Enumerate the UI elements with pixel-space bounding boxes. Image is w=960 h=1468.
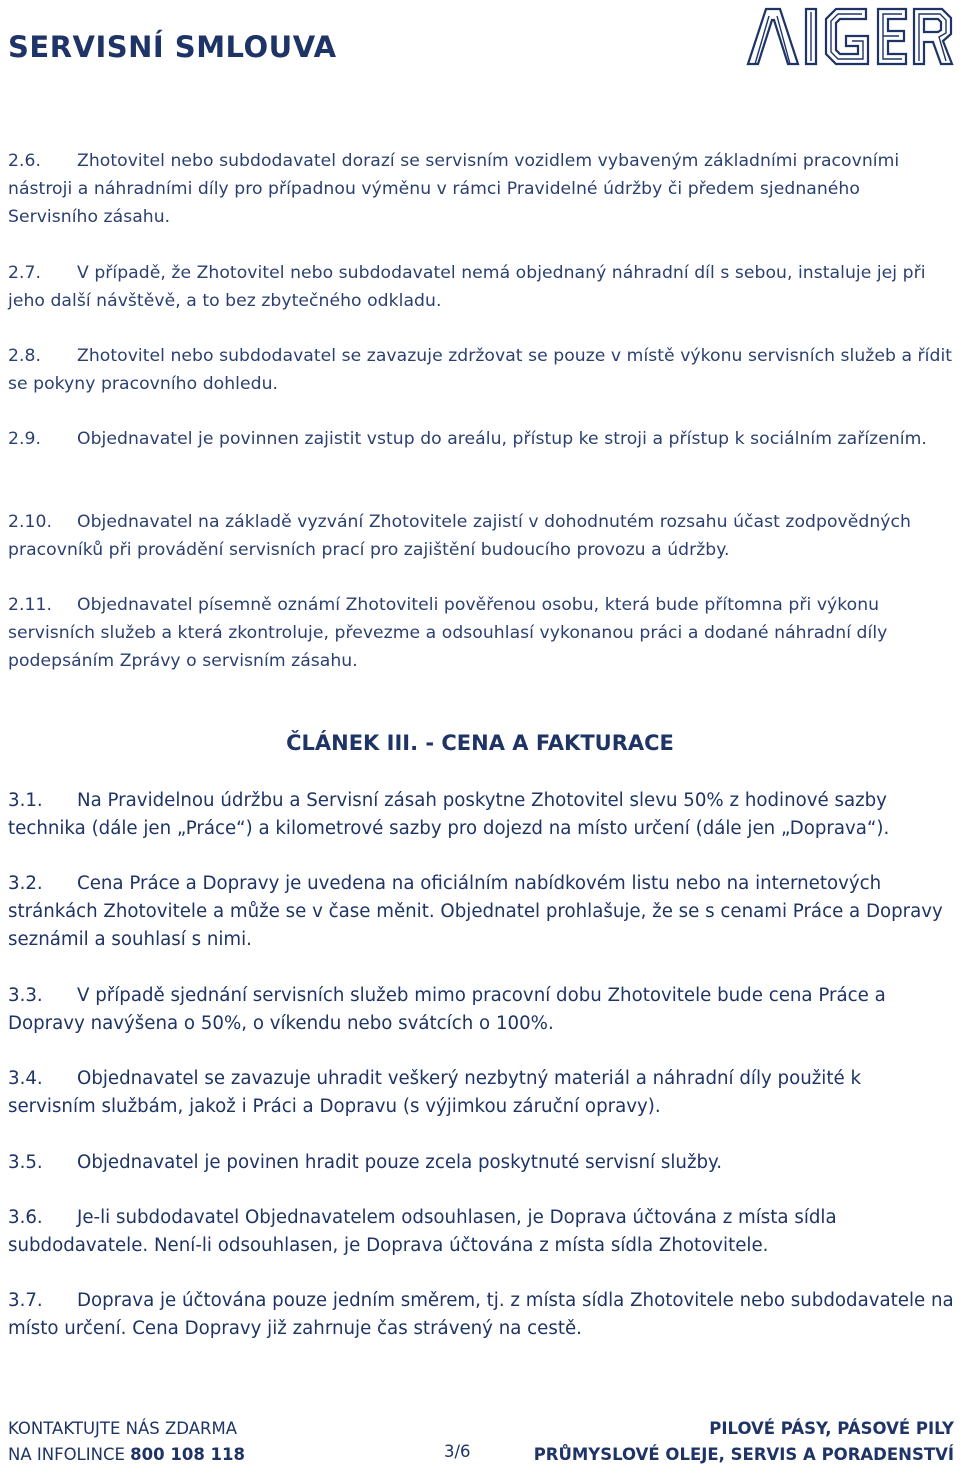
clause-2-10: [8, 508, 954, 564]
document-title: SERVISNÍ SMLOUVA: [8, 30, 337, 64]
clause-2-9: [8, 425, 954, 453]
clause-number: 2.9.: [8, 429, 41, 449]
clause-text: Objednavatel je povinnen zajistit vstup do areálu, přístup ke stroji a přístup k sociálním zařízením.: [77, 429, 927, 449]
footer-services: [534, 1416, 954, 1468]
clause-number: 2.6.: [8, 151, 41, 171]
footer-phone-number: 800 108 118: [130, 1445, 245, 1464]
clause-text: Zhotovitel nebo subdodavatel dorazí se servisním vozidlem vybaveným základními pracovními nástroji a náhradními díly pro případnou výměnu v rámci Pravidelné údržby či předem sjednaného Servisního zásahu.: [8, 151, 900, 227]
clause-number: 3.4.: [8, 1068, 43, 1089]
clause-text: Objednavatel na základě vyzvání Zhotovitele zajistí v dohodnutém rozsahu účast zodpovědných pracovníků při provádění servisních prací pro zajištění budoucího provozu a údržby.: [8, 512, 911, 560]
footer-services-line1: PILOVÉ PÁSY, PÁSOVÉ PILY: [709, 1419, 954, 1438]
clause-text: Na Pravidelnou údržbu a Servisní zásah poskytne Zhotovitel slevu 50% z hodinové sazby technika (dále jen „Práce“) a kilometrové sazby pro dojezd na místo určení (dále jen „Doprava“).: [8, 790, 890, 839]
clause-2-8: [8, 342, 954, 398]
clause-text: Je-li subdodavatel Objednavatelem odsouhlasen, je Doprava účtována z místa sídla subdodavatele. Není-li odsouhlasen, je Doprava účtována z místa sídla Zhotovitele.: [8, 1207, 837, 1256]
page-number: 3/6: [444, 1442, 471, 1461]
clause-number: 3.7.: [8, 1290, 43, 1311]
footer-contact-line2: [8, 1442, 245, 1468]
clause-number: 3.6.: [8, 1207, 43, 1228]
clause-3-3: [8, 982, 954, 1038]
clause-text: Objednavatel se zavazuje uhradit veškerý nezbytný materiál a náhradní díly použité k servisním službám, jakož i Práci a Dopravu (s výjimkou záruční opravy).: [8, 1068, 861, 1117]
clause-3-7: [8, 1287, 954, 1343]
clause-3-1: [8, 787, 954, 843]
clause-number: 3.2.: [8, 873, 43, 894]
clause-number: 3.3.: [8, 985, 43, 1006]
aiger-logo: [746, 6, 954, 66]
clause-number: 2.11.: [8, 595, 52, 615]
clause-text: Zhotovitel nebo subdodavatel se zavazuje zdržovat se pouze v místě výkonu servisních služeb a řídit se pokyny pracovního dohledu.: [8, 346, 953, 394]
clause-number: 2.8.: [8, 346, 41, 366]
clause-text: Objednavatel je povinen hradit pouze zcela poskytnuté servisní služby.: [77, 1152, 722, 1173]
clause-number: 3.1.: [8, 790, 43, 811]
clause-2-6: [8, 147, 954, 231]
clause-3-4: [8, 1065, 954, 1121]
clause-text: V případě, že Zhotovitel nebo subdodavatel nemá objednaný náhradní díl s sebou, instaluje jej při jeho další návštěvě, a to bez zbytečného odkladu.: [8, 263, 926, 311]
footer-services-line2: PRŮMYSLOVÉ OLEJE, SERVIS A PORADENSTVÍ: [533, 1445, 954, 1464]
clause-number: 3.5.: [8, 1152, 43, 1173]
clause-2-11: [8, 591, 954, 675]
clause-2-7: [8, 259, 954, 315]
section-heading: ČLÁNEK III. - CENA A FAKTURACE: [286, 731, 674, 755]
clause-text: Objednavatel písemně oznámí Zhotoviteli pověřenou osobu, která bude přítomna při výkonu servisních služeb a která zkontroluje, převezme a odsouhlasí vykonanou práci a dodané náhradní díly podepsáním Zprávy o servisním zásahu.: [8, 595, 888, 671]
clause-text: Doprava je účtována pouze jedním směrem, tj. z místa sídla Zhotovitele nebo subdodavatele na místo určení. Cena Dopravy již zahrnuje čas strávený na cestě.: [8, 1290, 954, 1339]
clause-text: V případě sjednání servisních služeb mimo pracovní dobu Zhotovitele bude cena Práce a Dopravy navýšena o 50%, o víkendu nebo svátcích o 100%.: [8, 985, 886, 1034]
clause-number: 2.7.: [8, 263, 41, 283]
clause-3-5: [8, 1149, 954, 1177]
footer-contact-line1: KONTAKTUJTE NÁS ZDARMA: [8, 1419, 237, 1438]
clause-3-2: [8, 870, 954, 954]
footer-infoline-label: NA INFOLINCE: [8, 1445, 125, 1464]
clause-3-6: [8, 1204, 954, 1260]
clause-number: 2.10.: [8, 512, 52, 532]
footer-contact: [8, 1416, 245, 1468]
clause-text: Cena Práce a Dopravy je uvedena na oficiálním nabídkovém listu nebo na internetových stránkách Zhotovitele a může se v čase měnit. Objednatel prohlašuje, že se s cenami Práce a Dopravy seznámil a souhlasí s nimi.: [8, 873, 943, 950]
